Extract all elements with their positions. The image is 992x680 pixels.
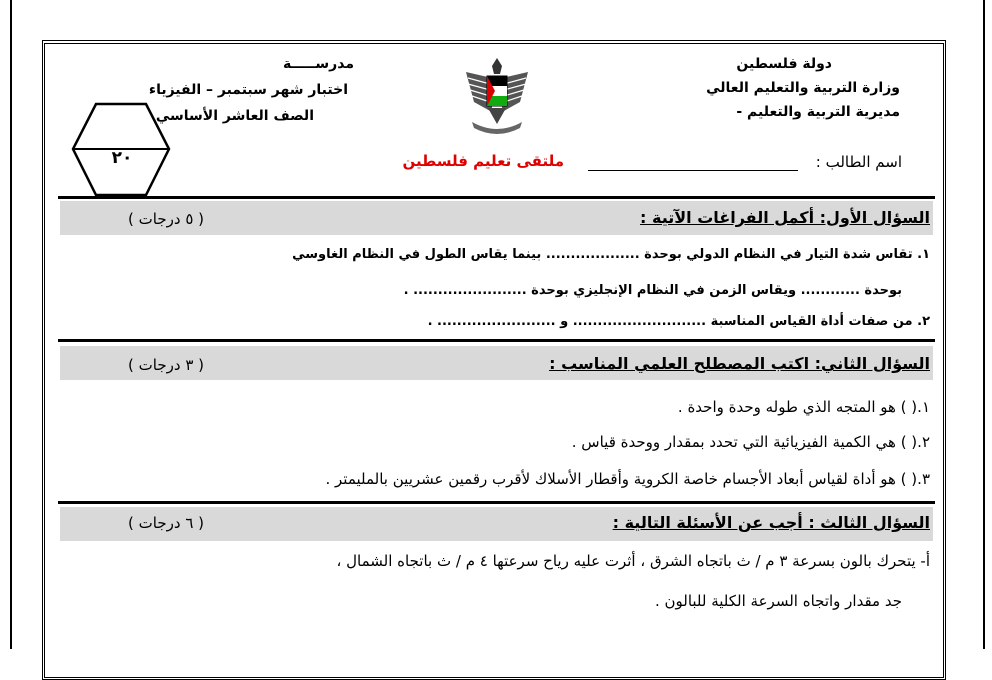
watermark-text: ملتقى تعليم فلسطين [402,152,564,170]
student-name-line [588,170,798,171]
q3-line-1: أ- يتحرك بالون بسرعة ٣ م / ث باتجاه الشرق ، أثرت عليه رياح سرعتها ٤ م / ث باتجاه الشمال ، [336,552,930,570]
q1-line-2: بوحدة ............ ويقاس الزمن في النظام الإنجليزي بوحدة ....................... . [403,283,902,298]
header-grade: الصف العاشر الأساسي [155,108,314,124]
page-border-left [10,0,12,649]
header-state: دولة فلسطين [736,56,832,72]
header-directorate: مديرية التربية والتعليم - [736,104,900,120]
q2-line-1: ١.( ) هو المتجه الذي طوله وحدة واحدة . [677,398,930,416]
palestine-emblem-icon [462,52,532,140]
divider [58,339,935,342]
q1-line-3: ٢. من صفات أداة القياس المناسبة ........................... و ........................ . [427,314,930,329]
q1-title: السؤال الأول: أكمل الفراغات الآتية : [640,208,930,227]
q2-line-2: ٢.( ) هي الكمية الفيزيائية التي تحدد بمقدار ووحدة قياس . [571,433,930,451]
student-name-label: اسم الطالب : [815,153,902,171]
divider [58,196,935,199]
header-school: مدرســـــة [283,56,354,72]
q2-points: ( ٣ درجات ) [128,356,204,374]
q3-line-2: جد مقدار واتجاه السرعة الكلية للبالون . [654,592,902,610]
header-ministry: وزارة التربية والتعليم العالي [706,80,900,96]
divider [58,501,935,504]
header-exam-title: اختبار شهر سبتمبر – الفيزياء [148,82,348,98]
page-border-right [983,0,985,649]
q3-title: السؤال الثالث : أجب عن الأسئلة التالية : [612,513,930,532]
q2-line-3: ٣.( ) هو أداة لقياس أبعاد الأجسام خاصة الكروية وأقطار الأسلاك لأقرب رقمين عشريين بالمليمتر . [325,470,930,488]
q2-title: السؤال الثاني: اكتب المصطلح العلمي المناسب : [549,354,930,373]
total-score: ٢٠ [111,148,133,168]
q1-points: ( ٥ درجات ) [128,210,204,228]
q1-line-1: ١. تقاس شدة التيار في النظام الدولي بوحدة ................... بينما يقاس الطول في النظام الغاوسي [292,247,930,262]
q3-points: ( ٦ درجات ) [128,514,204,532]
